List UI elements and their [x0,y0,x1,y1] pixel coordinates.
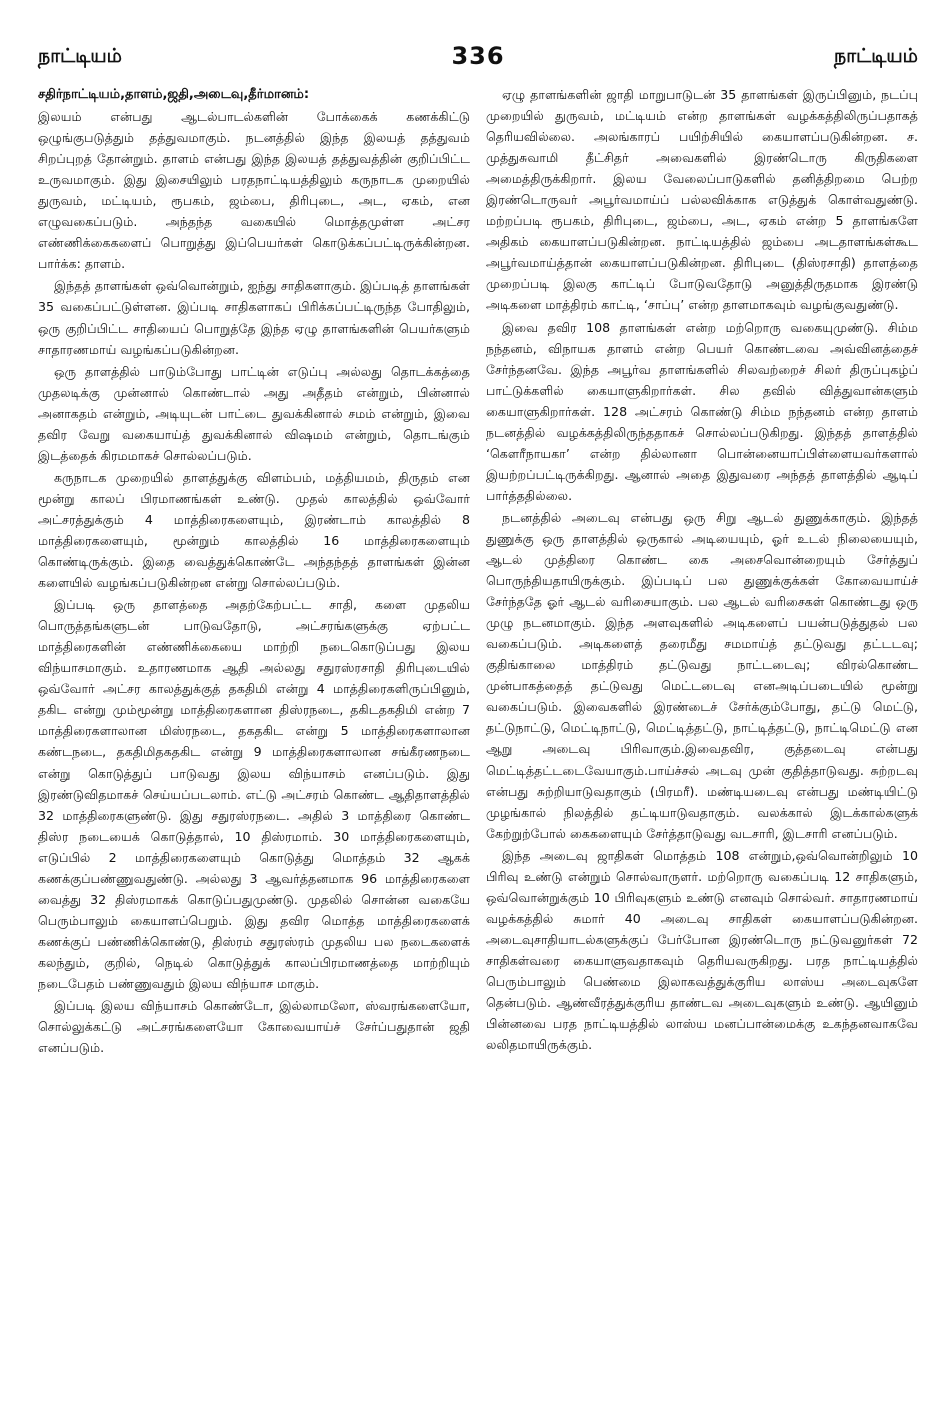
left-paragraph: இலயம் என்பது ஆடல்பாடல்களின் போக்கைக் கணக்கிட்டு ஒழுங்குபடுத்தும் தத்துவமாகும். நடனத்தில் இந்த இலயத் தத்துவம் சிறப்புறத் தோன்றும். தாளம் என்பது இந்த இலயத் தத்துவத்தின் குறிப்பிட்ட உருவமாகும். இது இசையிலும் பரதநாட்டியத்திலும் கருநாடக முறையில் துருவம், மட்டியம், ரூபகம், ஜம்பை, திரிபுடை, அட, ஏகம், என எழுவகைப்படும். அந்தந்த வகையில் மொத்தமுள்ள அட்சர எண்ணிக்கைகளைப் பொறுத்து இப்பெயர்கள் கொடுக்கப்பட்டிருக்கின்றன. பார்க்க: தாளம். [38,109,470,272]
left-paragraph: இப்படி இலய விந்யாசம் கொண்டோ, இல்லாமலோ, ஸ்வரங்களையோ, சொல்லுக்கட்டு அட்சரங்களையோ கோவையாய்ச் சேர்ப்பதுதான் ஜதி எனப்படும். [38,998,470,1056]
left-paragraph: இப்படி ஒரு தாளத்தை அதற்கேற்பட்ட சாதி, களை முதலிய பொருத்தங்களுடன் பாடுவதோடு, அட்சரங்களுக்கு ஏற்பட்ட மாத்திரைகளின் எண்ணிக்கையை மாற்றி நடைகொடுப்பது இலய விந்யாசமாகும். உதாரணமாக ஆதி அல்லது சதுரஸ்ரசாதி திரிபுடையில் ஒவ்வோர் அட்சர காலத்துக்குத் தகதிமி என்று 4 மாத்திரைகளிருப்பினும், தகிட என்று மும்மூன்று மாத்திரைகளான திஸ்ரநடை, தகிடதகதிமி என்ற 7 மாத்திரைகளாலான மிஸ்ரநடை, தகதகிட என்று 5 மாத்திரைகளாலான கண்டநடை, தகதிமிதகதகிட என்று 9 மாத்திரைகளாலான சங்கீரணநடை என்று கொடுத்துப் பாடுவது இலய விந்யாசம் எனப்படும். இது இரண்டுவிதமாகச் செய்யப்படலாம். எட்டு அட்சரம் கொண்ட ஆதிதாளத்தில் 32 மாத்திரைகளுண்டு. இது சதுரஸ்ரநடை. அதில் 3 மாத்திரை கொண்ட திஸ்ர நடையைக் கொடுத்தால், 10 திஸ்ரமாம். 30 மாத்திரைகளையும், எடுப்பில் 2 மாத்திரைகளையும் கொடுத்து மொத்தம் 32 ஆகக் கணக்குப்பண்ணுவதுண்டு. அல்லது 3 ஆவர்த்தனமாக 96 மாத்திரைகளை வைத்து 32 திஸ்ரமாகக் கொடுப்பதுமுண்டு. முதலில் சொன்ன வகையே பெரும்பாலும் கையாளப்பெறும். இது தவிர மொத்த மாத்திரைகளைக் கணக்குப் பண்ணிக்கொண்டு, திஸ்ரம் சதுரஸ்ரம் முதலிய பல நடைகளைக் கலந்தும், குறில், நெடில் கொடுத்துக் காலப்பிரமாணத்தை மாற்றியும் நடைபேதம் பண்ணுவதும் இலய விந்யாச மாகும். [38,597,470,991]
page-number: 336 [451,42,505,70]
right-paragraph: நடனத்தில் அடைவு என்பது ஒரு சிறு ஆடல் துணுக்காகும். இந்தத் துணுக்கு ஒரு தாளத்தில் ஒருகால் அடியையும், ஓர் உடல் நிலையையும், ஆடல் முத்திரை கொண்ட கை அசைவொன்றையும் சேர்த்துப் பொருந்தியதாயிருக்கும். இப்படிப் பல துணுக்குக்கள் கோவையாய்ச் சேர்ந்ததே ஓர் ஆடல் வரிசையாகும். பல ஆடல் வரிசைகள் கொண்டது ஒரு முழு நடனமாகும். இந்த அளவுகளில் அடிகளைப் பயன்படுத்துதல் பல வகைப்படும். அடிகளைத் தரைமீது சமமாய்த் தட்டுவது தட்டடவு; குதிங்காலை மாத்திரம் தட்டுவது நாட்டடைவு; விரல்கொண்ட முன்பாகத்தைத் தட்டுவது மெட்டடைவு எனஅடிப்படையில் மூன்று வகைப்படும். இவைகளில் இரண்டைச் சேர்க்கும்போது, தட்டு மெட்டு, தட்டுநாட்டு, மெட்டிநாட்டு, மெட்டித்தட்டு, நாட்டித்தட்டு, நாட்டிமெட்டு என ஆறு அடைவு பிரிவாகும்.இவைதவிர, குத்தடைவு என்பது மெட்டித்தட்டடைவேயாகும்.பாய்ச்சல் அடவு முன் குதித்தாடுவது. சுற்றடவு என்பது சுற்றியாடுவதாகும் (பிரமரீ). மண்டியடைவு என்பது மண்டியிட்டு முழங்கால் நிலத்தில் தட்டியாடுவதாகும். வலக்கால் இடக்கால்களுக் கேற்றுற்போல் கைகளையும் சேர்த்தாடுவது வடசாரி, இடசாரி எனப்படும். [486,509,918,841]
right-paragraph: இந்த அடைவு ஜாதிகள் மொத்தம் 108 என்றும்,ஒவ்வொன்றிலும் 10 பிரிவு உண்டு என்றும் சொல்வாருளர். மற்றொரு வகைப்படி 12 சாதிகளும், ஒவ்வொன்றுக்கும் 10 பிரிவுகளும் உண்டு எனவும் சொல்வர். சாதாரணமாய் வழக்கத்தில் சுமார் 40 அடைவு சாதிகள் கையாளப்படுகின்றன. அடைவுசாதியாடல்களுக்குப் பேர்போன இரண்டொரு நட்டுவனுர்கள் 72 சாதிகள்வரை கையாளுவதாகவும் தெரியவருகிறது. பரத நாட்டியத்தில் பெரும்பாலும் பெண்மை இலாகவத்துக்குரிய லாஸ்ய அடைவுகளே தென்படும். ஆண்வீரத்துக்குரிய தாண்டவ அடைவுகளும் உண்டு. ஆயினும் பின்னவை பரத நாட்டியத்தில் லாஸ்ய மனப்பான்மைக்கு உகந்தனவாகவே லலிதமாயிருக்கும். [486,847,918,1053]
header-left-word: நாட்டியம் [38,45,122,67]
left-paragraph: ஒரு தாளத்தில் பாடும்போது பாட்டின் எடுப்பு அல்லது தொடக்கத்தை முதலடிக்கு முன்னால் கொண்டால் அது அதீதம் என்றும், பின்னால் அனாகதம் என்றும், அடியுடன் பாட்டை துவக்கினால் சமம் என்றும், இவை தவிர வேறு வகையாய்த் துவக்கினால் விஷமம் என்றும், தொடங்கும் இடத்தைக் கிரமமாகச் சொல்லப்படும். [38,363,470,463]
page-header [38,26,918,70]
right-column [486,84,918,1059]
text-columns [38,84,918,1059]
section-heading: சதிர்நாட்டியம்,தாளம்,ஜதி,அடைவு,தீர்மானம்: [38,87,310,102]
right-paragraph: இவை தவிர 108 தாளங்கள் என்ற மற்றொரு வகையுமுண்டு. சிம்ம நந்தனம், விநாயக தாளம் என்ற பெயர் கொண்டவை அவ்வினத்தைச் சேர்ந்தனவே. இந்த அபூர்வ தாளங்களில் சிலவற்றைச் சிலர் திருப்புகழ்ப் பாட்டுக்களில் கையாளுகிறார்கள். சில தவில் வித்துவான்களும் கையாளுகிறார்கள். 128 அட்சரம் கொண்டு சிம்ம நந்தனம் என்ற தாளம் நடனத்தில் வழக்கத்திலிருந்ததாகச் சொல்லப்படுகிறது. இந்தத் தாளத்தில் ‘கௌரீநாயகா’ என்ற தில்லானா பொன்னையாப்பிள்ளையவர்களால் இயற்றப்பட்டிருக்கிறது. ஆனால் அதை இதுவரை அந்தத் தாளத்தில் ஆடிப் பார்த்ததில்லை. [486,319,918,503]
right-paragraph: ஏழு தாளங்களின் ஜாதி மாறுபாடுடன் 35 தாளங்கள் இருப்பினும், நடப்பு முறையில் துருவம், மட்டியம் என்ற தாளங்கள் வழக்கத்திலிருப்பதாகத் தெரியவில்லை. அலங்காரப் பயிற்சியில் கையாளப்படுகின்றன. ச. முத்துசுவாமி தீட்சிதர் அவைகளில் இரண்டொரு கிருதிகளை அமைத்திருக்கிறார். இலய வேலைப்பாடுகளில் தனித்திறமை பெற்ற இரண்டொருவர் அபூர்வமாய்ப் பல்லவிக்காக எடுத்துக் கொள்வதுண்டு. மற்றப்படி ரூபகம், திரிபுடை, ஜம்பை, அட, ஏகம் என்ற 5 தாளங்களே அதிகம் கையாளப்படுகின்றன. நாட்டியத்தில் ஜம்பை அடதாளங்கள்கூட அபூர்வமாய்த்தான் கையாளப்படுகின்றன. திரிபுடை (திஸ்ரசாதி) தாளத்தை முறைப்படி இலகு காட்டிப் போடுவதோடு அனுத்திருதமாக இரண்டு அடிகளை மாத்திரம் காட்டி, ‘சாப்பு’ என்ற தாளமாகவும் வழங்குவதுண்டு. [486,87,918,313]
left-paragraph: இந்தத் தாளங்கள் ஒவ்வொன்றும், ஐந்து சாதிகளாகும். இப்படித் தாளங்கள் 35 வகைப்பட்டுள்ளன. இப்படி சாதிகளாகப் பிரிக்கப்பட்டிருந்த போதிலும், ஒரு குறிப்பிட்ட சாதியைப் பொறுத்தே இந்த ஏழு தாளங்களின் பெயர்களும் சாதாரணமாய் வழங்கப்படுகின்றன. [38,278,470,357]
left-column [38,84,470,1059]
left-paragraph: கருநாடக முறையில் தாளத்துக்கு விளம்பம், மத்தியமம், திருதம் என மூன்று காலப் பிரமாணங்கள் உண்டு. முதல் காலத்தில் ஒவ்வோர் அட்சரத்துக்கும் 4 மாத்திரைகளையும், இரண்டாம் காலத்தில் 8 மாத்திரைகளையும், மூன்றும் காலத்தில் 16 மாத்திரைகளையும் கொண்டிருக்கும். இதை வைத்துக்கொண்டே அந்தந்தத் தாளங்கள் இன்ன களையில் வழங்கப்படுகின்றன என்று சொல்லப்படும். [38,469,470,591]
header-right-word: நாட்டியம் [834,45,918,67]
